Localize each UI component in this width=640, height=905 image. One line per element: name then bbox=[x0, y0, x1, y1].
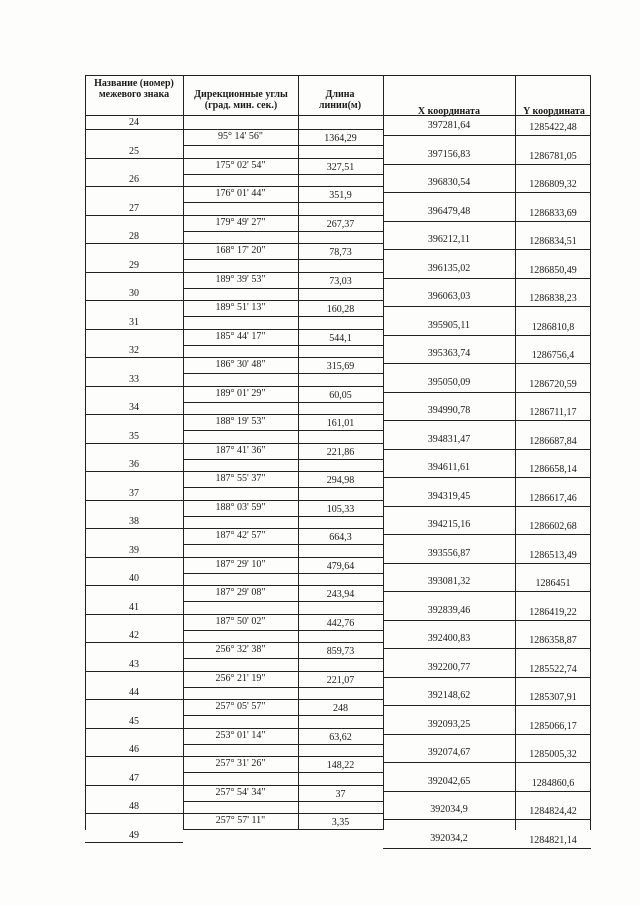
y-coordinate: 1286809,32 bbox=[529, 179, 577, 190]
direction-angle: 187° 29' 08" bbox=[215, 587, 266, 598]
row-divider bbox=[85, 129, 183, 130]
row-divider bbox=[183, 357, 383, 358]
row-divider bbox=[183, 528, 383, 529]
row-divider bbox=[183, 300, 383, 301]
y-coordinate: 1286833,69 bbox=[529, 207, 577, 219]
point-name: 46 bbox=[129, 744, 139, 755]
row-divider bbox=[383, 420, 591, 421]
x-coordinate: 397281,64 bbox=[427, 120, 471, 131]
point-name: 35 bbox=[129, 430, 139, 442]
row-divider bbox=[383, 563, 591, 564]
row-divider bbox=[183, 386, 383, 387]
line-length: 221,07 bbox=[326, 674, 355, 686]
row-divider bbox=[383, 278, 591, 279]
point-name: 45 bbox=[129, 715, 139, 727]
row-divider bbox=[383, 620, 591, 621]
point-name: 42 bbox=[129, 630, 139, 641]
point-name: 36 bbox=[129, 459, 139, 470]
line-length: 544,1 bbox=[329, 332, 352, 344]
row-divider bbox=[383, 449, 591, 450]
row-divider bbox=[183, 500, 383, 501]
row-divider bbox=[383, 848, 591, 849]
x-coordinate: 393556,87 bbox=[427, 547, 471, 559]
row-divider bbox=[85, 585, 183, 586]
row-divider bbox=[85, 443, 183, 444]
line-length: 351,9 bbox=[329, 190, 352, 201]
direction-angle: 257° 31' 26" bbox=[215, 758, 266, 769]
line-length: 160,28 bbox=[326, 304, 355, 315]
line-length: 161,01 bbox=[326, 418, 355, 429]
direction-angle: 253° 01' 14" bbox=[215, 729, 266, 741]
point-name: 37 bbox=[129, 487, 139, 499]
row-divider bbox=[183, 202, 383, 203]
x-coordinate: 396830,54 bbox=[427, 177, 471, 188]
row-divider bbox=[383, 363, 591, 364]
y-coordinate: 1285066,17 bbox=[529, 720, 577, 732]
x-coordinate: 396135,02 bbox=[427, 262, 471, 274]
direction-angle: 168° 17' 20" bbox=[215, 245, 266, 256]
row-divider bbox=[383, 335, 591, 336]
row-divider bbox=[183, 772, 383, 773]
line-length: 859,73 bbox=[326, 646, 355, 657]
row-divider bbox=[183, 585, 383, 586]
line-length: 243,94 bbox=[326, 589, 355, 600]
row-divider bbox=[383, 221, 591, 222]
row-divider bbox=[183, 801, 383, 802]
y-coordinate: 1286419,22 bbox=[529, 606, 577, 618]
y-coordinate: 1284860,6 bbox=[531, 777, 575, 789]
direction-angle: 187° 55' 37" bbox=[215, 473, 266, 484]
row-divider bbox=[383, 791, 591, 792]
direction-angle: 186° 30' 48" bbox=[215, 359, 266, 370]
row-divider bbox=[183, 785, 383, 786]
direction-angle: 175° 02' 54" bbox=[215, 159, 266, 171]
row-divider bbox=[85, 728, 183, 729]
point-name: 30 bbox=[129, 288, 139, 299]
x-coordinate: 392200,77 bbox=[427, 661, 471, 673]
line-length: 60,05 bbox=[329, 389, 352, 401]
row-divider bbox=[85, 300, 183, 301]
header-name: Название (номер) межевого знака bbox=[94, 78, 174, 100]
direction-angle: 189° 01' 29" bbox=[215, 387, 266, 399]
row-divider bbox=[183, 614, 383, 615]
row-divider bbox=[183, 744, 383, 745]
row-divider bbox=[183, 259, 383, 260]
point-name: 47 bbox=[129, 772, 139, 784]
x-coordinate: 394319,45 bbox=[427, 490, 471, 502]
row-divider bbox=[85, 671, 183, 672]
row-divider bbox=[383, 648, 591, 649]
row-divider bbox=[183, 329, 383, 330]
x-coordinate: 396479,48 bbox=[427, 205, 471, 217]
row-divider bbox=[85, 642, 183, 643]
line-length: 267,37 bbox=[326, 218, 355, 230]
row-divider bbox=[85, 158, 183, 159]
row-divider bbox=[85, 614, 183, 615]
header-length: Длина линии(м) bbox=[318, 89, 362, 111]
row-divider bbox=[183, 544, 383, 545]
row-divider bbox=[183, 186, 383, 187]
row-divider bbox=[183, 573, 383, 574]
row-divider bbox=[85, 842, 183, 843]
header-angle: Дирекционные углы (град. мин. сек.) bbox=[194, 89, 288, 111]
row-divider bbox=[183, 272, 383, 273]
y-coordinate: 1284824,42 bbox=[529, 806, 577, 817]
row-divider bbox=[383, 762, 591, 763]
point-name: 43 bbox=[129, 658, 139, 670]
row-divider bbox=[183, 316, 383, 317]
x-coordinate: 394215,16 bbox=[427, 519, 471, 530]
row-divider bbox=[383, 192, 591, 193]
x-coordinate: 392074,67 bbox=[427, 747, 471, 758]
y-coordinate: 1286358,87 bbox=[529, 635, 577, 646]
row-divider bbox=[85, 357, 183, 358]
y-coordinate: 1286451 bbox=[535, 578, 571, 589]
y-coordinate: 1285307,91 bbox=[529, 692, 577, 703]
row-divider bbox=[383, 534, 591, 535]
x-coordinate: 394990,78 bbox=[427, 405, 471, 416]
line-length: 1364,29 bbox=[324, 133, 357, 144]
row-divider bbox=[183, 443, 383, 444]
header-x: X координата bbox=[417, 106, 481, 117]
y-coordinate: 1285522,74 bbox=[529, 663, 577, 675]
x-coordinate: 392839,46 bbox=[427, 604, 471, 616]
row-divider bbox=[183, 129, 383, 130]
point-name: 38 bbox=[129, 516, 139, 527]
direction-angle: 188° 19' 53" bbox=[215, 416, 266, 427]
point-name: 25 bbox=[129, 145, 139, 157]
line-length: 664,3 bbox=[329, 532, 352, 543]
direction-angle: 257° 05' 57" bbox=[215, 701, 266, 712]
line-length: 63,62 bbox=[329, 731, 352, 743]
line-length: 148,22 bbox=[326, 760, 355, 771]
direction-angle: 257° 57' 11" bbox=[215, 815, 266, 826]
y-coordinate: 1285422,48 bbox=[529, 122, 577, 133]
y-coordinate: 1284821,14 bbox=[529, 834, 577, 846]
boundary-coordinates-table bbox=[85, 75, 591, 846]
line-length: 73,03 bbox=[329, 275, 352, 287]
row-divider bbox=[85, 528, 183, 529]
point-name: 34 bbox=[129, 402, 139, 413]
point-name: 49 bbox=[129, 829, 139, 841]
row-divider bbox=[383, 306, 591, 307]
row-divider bbox=[183, 642, 383, 643]
point-name: 40 bbox=[129, 573, 139, 584]
x-coordinate: 397156,83 bbox=[427, 148, 471, 160]
y-coordinate: 1286756,4 bbox=[531, 350, 575, 361]
point-name: 27 bbox=[129, 202, 139, 214]
x-coordinate: 394831,47 bbox=[427, 433, 471, 445]
row-divider bbox=[183, 158, 383, 159]
point-name: 31 bbox=[129, 316, 139, 328]
row-divider bbox=[183, 402, 383, 403]
row-divider bbox=[85, 329, 183, 330]
row-divider bbox=[85, 272, 183, 273]
x-coordinate: 392042,65 bbox=[427, 775, 471, 787]
point-name: 26 bbox=[129, 174, 139, 185]
row-divider bbox=[183, 516, 383, 517]
line-length: 3,35 bbox=[331, 817, 350, 828]
x-coordinate: 396212,11 bbox=[427, 234, 471, 245]
line-length: 327,51 bbox=[326, 161, 355, 173]
y-coordinate: 1286720,59 bbox=[529, 378, 577, 390]
row-divider bbox=[183, 715, 383, 716]
direction-angle: 95° 14' 56" bbox=[218, 131, 263, 142]
line-length: 78,73 bbox=[329, 247, 352, 258]
point-name: 28 bbox=[129, 231, 139, 242]
line-length: 37 bbox=[335, 788, 346, 800]
row-divider bbox=[183, 699, 383, 700]
line-length: 105,33 bbox=[326, 503, 355, 515]
row-divider bbox=[85, 186, 183, 187]
x-coordinate: 395905,11 bbox=[427, 319, 471, 331]
direction-angle: 185° 44' 17" bbox=[215, 330, 266, 342]
row-divider bbox=[183, 487, 383, 488]
line-length: 294,98 bbox=[326, 475, 355, 486]
y-coordinate: 1286602,68 bbox=[529, 521, 577, 532]
row-divider bbox=[183, 756, 383, 757]
y-coordinate: 1286711,17 bbox=[529, 407, 577, 418]
row-divider bbox=[183, 813, 383, 814]
x-coordinate: 396063,03 bbox=[427, 291, 471, 302]
x-coordinate: 392034,2 bbox=[430, 832, 468, 844]
line-length: 315,69 bbox=[326, 361, 355, 372]
line-length: 479,64 bbox=[326, 560, 355, 572]
row-divider bbox=[383, 164, 591, 165]
point-name: 44 bbox=[129, 687, 139, 698]
row-divider bbox=[183, 174, 383, 175]
direction-angle: 188° 03' 59" bbox=[215, 501, 266, 513]
header-divider bbox=[85, 115, 591, 116]
direction-angle: 256° 32' 38" bbox=[215, 644, 266, 655]
y-coordinate: 1286513,49 bbox=[529, 549, 577, 561]
x-coordinate: 392034,9 bbox=[430, 804, 468, 815]
x-coordinate: 395363,74 bbox=[427, 348, 471, 359]
row-divider bbox=[383, 249, 591, 250]
direction-angle: 187° 50' 02" bbox=[215, 615, 266, 627]
direction-angle: 189° 51' 13" bbox=[215, 302, 266, 313]
line-length: 221,86 bbox=[326, 446, 355, 458]
point-name: 32 bbox=[129, 345, 139, 356]
column-divider bbox=[85, 75, 86, 830]
row-divider bbox=[183, 829, 383, 830]
table-top-border bbox=[85, 75, 591, 76]
row-divider bbox=[85, 785, 183, 786]
row-divider bbox=[183, 671, 383, 672]
row-divider bbox=[183, 243, 383, 244]
y-coordinate: 1286617,46 bbox=[529, 492, 577, 504]
row-divider bbox=[183, 430, 383, 431]
y-coordinate: 1286687,84 bbox=[529, 435, 577, 447]
row-divider bbox=[383, 506, 591, 507]
row-divider bbox=[85, 215, 183, 216]
row-divider bbox=[183, 215, 383, 216]
point-name: 33 bbox=[129, 373, 139, 385]
column-divider bbox=[515, 75, 516, 830]
row-divider bbox=[85, 414, 183, 415]
column-divider bbox=[383, 75, 384, 830]
row-divider bbox=[383, 591, 591, 592]
column-divider bbox=[183, 75, 184, 830]
direction-angle: 189° 39' 53" bbox=[215, 273, 266, 285]
row-divider bbox=[85, 756, 183, 757]
x-coordinate: 392400,83 bbox=[427, 633, 471, 644]
row-divider bbox=[183, 601, 383, 602]
row-divider bbox=[383, 392, 591, 393]
row-divider bbox=[183, 373, 383, 374]
row-divider bbox=[383, 819, 591, 820]
point-name: 41 bbox=[129, 601, 139, 613]
row-divider bbox=[85, 500, 183, 501]
line-length: 442,76 bbox=[326, 617, 355, 629]
column-divider bbox=[590, 75, 591, 830]
x-coordinate: 394611,61 bbox=[427, 462, 471, 473]
row-divider bbox=[183, 557, 383, 558]
row-divider bbox=[183, 459, 383, 460]
row-divider bbox=[85, 813, 183, 814]
row-divider bbox=[383, 705, 591, 706]
row-divider bbox=[85, 471, 183, 472]
row-divider bbox=[183, 471, 383, 472]
point-name: 48 bbox=[129, 801, 139, 812]
row-divider bbox=[183, 658, 383, 659]
direction-angle: 187° 42' 57" bbox=[215, 530, 266, 541]
x-coordinate: 392148,62 bbox=[427, 690, 471, 701]
row-divider bbox=[183, 145, 383, 146]
y-coordinate: 1285005,32 bbox=[529, 749, 577, 760]
y-coordinate: 1286781,05 bbox=[529, 150, 577, 162]
column-divider bbox=[298, 75, 299, 830]
row-divider bbox=[383, 677, 591, 678]
row-divider bbox=[183, 728, 383, 729]
y-coordinate: 1286834,51 bbox=[529, 236, 577, 247]
row-divider bbox=[85, 243, 183, 244]
row-divider bbox=[383, 135, 591, 136]
y-coordinate: 1286838,23 bbox=[529, 293, 577, 304]
row-divider bbox=[183, 687, 383, 688]
row-divider bbox=[183, 414, 383, 415]
y-coordinate: 1286658,14 bbox=[529, 464, 577, 475]
direction-angle: 187° 41' 36" bbox=[215, 444, 266, 456]
direction-angle: 256° 21' 19" bbox=[215, 672, 266, 684]
row-divider bbox=[183, 345, 383, 346]
point-name: 24 bbox=[129, 117, 139, 128]
row-divider bbox=[85, 557, 183, 558]
y-coordinate: 1286850,49 bbox=[529, 264, 577, 276]
direction-angle: 257° 54' 34" bbox=[215, 786, 266, 798]
direction-angle: 187° 29' 10" bbox=[215, 558, 266, 570]
row-divider bbox=[383, 477, 591, 478]
header-y: Y координата bbox=[523, 106, 585, 117]
row-divider bbox=[183, 630, 383, 631]
x-coordinate: 395050,09 bbox=[427, 376, 471, 388]
y-coordinate: 1286810,8 bbox=[531, 321, 575, 333]
point-name: 39 bbox=[129, 544, 139, 556]
point-name: 29 bbox=[129, 259, 139, 271]
row-divider bbox=[383, 734, 591, 735]
x-coordinate: 393081,32 bbox=[427, 576, 471, 587]
row-divider bbox=[85, 699, 183, 700]
row-divider bbox=[183, 288, 383, 289]
x-coordinate: 392093,25 bbox=[427, 718, 471, 730]
line-length: 248 bbox=[333, 703, 348, 714]
row-divider bbox=[183, 231, 383, 232]
direction-angle: 179° 49' 27" bbox=[215, 216, 266, 228]
direction-angle: 176° 01' 44" bbox=[215, 188, 266, 199]
row-divider bbox=[85, 386, 183, 387]
